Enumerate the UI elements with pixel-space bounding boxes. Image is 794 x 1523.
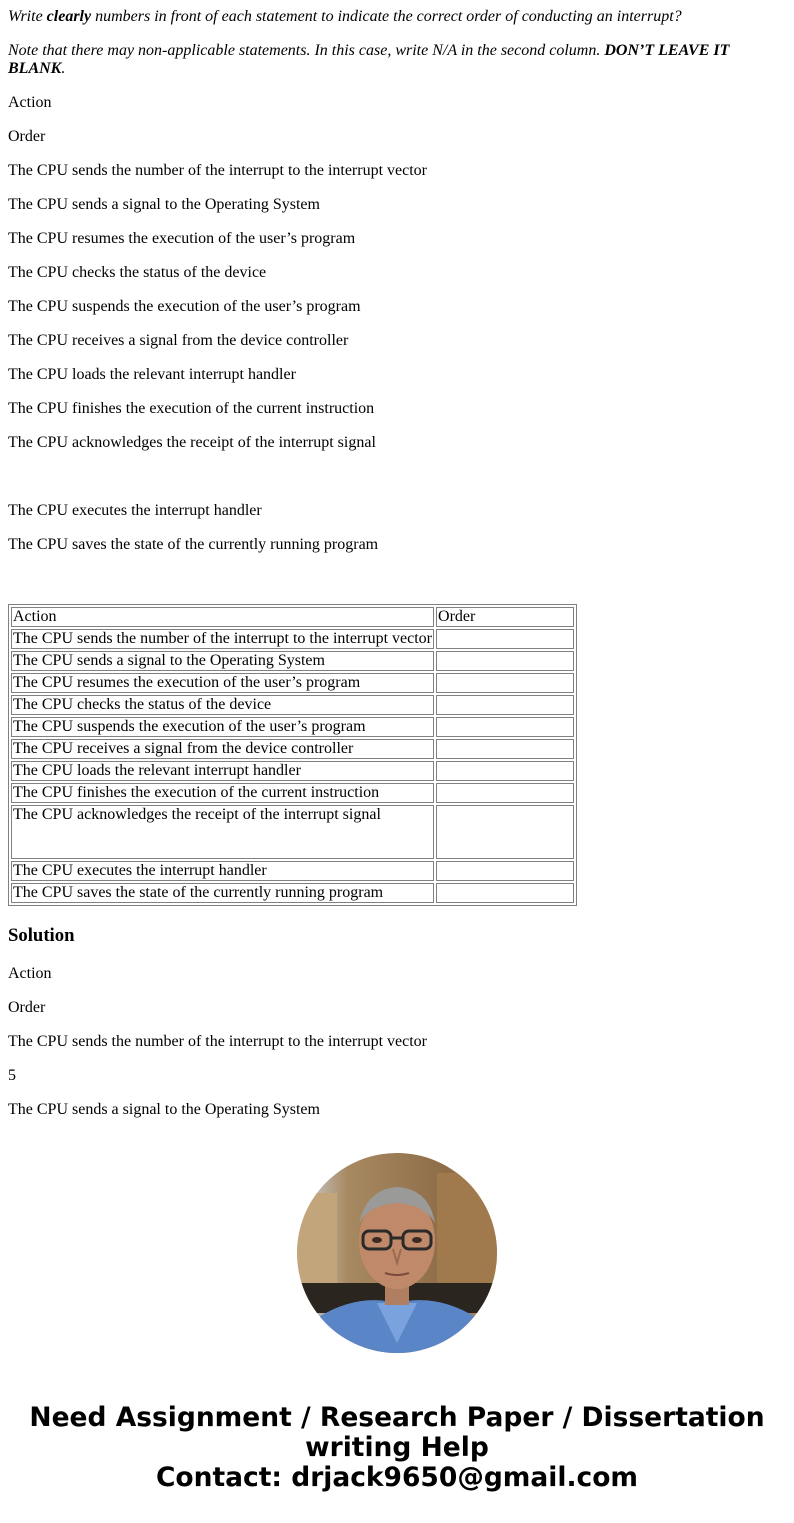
question-note: Note that there may non-applicable statements. In this case, write N/A in the second column. DON’T LEAVE IT BLANK. [8, 42, 730, 77]
table-cell-order[interactable] [436, 673, 574, 693]
promo-line: Need Assignment / Research Paper / Dissertation [29, 1402, 765, 1433]
list-header-order: Order [8, 128, 46, 145]
table-cell-action: The CPU sends the number of the interrupt to the interrupt vector [13, 630, 433, 647]
table-cell-action: The CPU checks the status of the device [11, 695, 434, 715]
table-cell-order[interactable] [436, 651, 574, 671]
solution-order-value: 5 [8, 1067, 16, 1084]
table-cell-action: The CPU executes the interrupt handler [11, 861, 434, 881]
solution-action-label: Action [8, 965, 52, 982]
list-item: The CPU sends a signal to the Operating System [8, 196, 320, 213]
list-item: The CPU checks the status of the device [8, 264, 267, 281]
table-cell-order[interactable] [436, 805, 574, 859]
solution-order-label: Order [8, 999, 46, 1016]
question-instruction: Write clearly numbers in front of each statement to indicate the correct order of conducting an interrupt? [8, 8, 682, 25]
table-row [11, 783, 574, 803]
list-item: The CPU saves the state of the currently running program [8, 536, 379, 553]
list-item: The CPU finishes the execution of the current instruction [8, 400, 375, 417]
table-row [11, 695, 574, 715]
list-item: The CPU resumes the execution of the user’s program [8, 230, 356, 247]
table-cell-action: The CPU sends a signal to the Operating System [11, 651, 434, 671]
table-cell-order[interactable] [436, 783, 574, 803]
table-row [11, 717, 574, 737]
table-header-order: Order [436, 607, 574, 627]
table-cell-order[interactable] [436, 629, 574, 649]
promo-contact[interactable]: Contact: drjack9650@gmail.com [155, 1462, 639, 1493]
list-item: The CPU executes the interrupt handler [8, 502, 262, 519]
promo-banner [0, 1403, 794, 1493]
table-row [11, 861, 574, 881]
table-cell-action: The CPU finishes the execution of the current instruction [11, 783, 434, 803]
table-cell-action: The CPU saves the state of the currently running program [11, 883, 434, 903]
list-item: The CPU acknowledges the receipt of the interrupt signal [8, 434, 376, 451]
table-header-action: Action [11, 607, 434, 627]
order-table [8, 604, 577, 906]
table-cell-order[interactable] [436, 761, 574, 781]
table-row [11, 805, 574, 859]
table-row [11, 629, 574, 649]
table-cell-action: The CPU receives a signal from the device controller [11, 739, 434, 759]
solution-item: The CPU sends the number of the interrupt to the interrupt vector [8, 1033, 428, 1050]
promo-line: writing Help [305, 1432, 489, 1463]
table-cell-order[interactable] [436, 883, 574, 903]
table-row [11, 883, 574, 903]
avatar-portrait [297, 1153, 497, 1353]
table-cell-action: The CPU suspends the execution of the user’s program [11, 717, 434, 737]
table-cell-action: The CPU acknowledges the receipt of the interrupt signal [11, 805, 434, 859]
list-item: The CPU sends the number of the interrupt to the interrupt vector [8, 162, 428, 179]
solution-item: The CPU sends a signal to the Operating System [8, 1101, 320, 1118]
table-row [11, 761, 574, 781]
table-header-row [11, 607, 574, 627]
table-row [11, 739, 574, 759]
list-item: The CPU suspends the execution of the user’s program [8, 298, 361, 315]
table-cell-order[interactable] [436, 861, 574, 881]
table-row [11, 673, 574, 693]
list-item: The CPU receives a signal from the device controller [8, 332, 349, 349]
table-cell-order[interactable] [436, 717, 574, 737]
solution-heading: Solution [8, 925, 75, 946]
list-header-action: Action [8, 94, 52, 111]
table-cell-action: The CPU loads the relevant interrupt handler [11, 761, 434, 781]
table-cell-order[interactable] [436, 695, 574, 715]
avatar [297, 1153, 497, 1353]
table-cell-action: The CPU resumes the execution of the user’s program [11, 673, 434, 693]
table-cell-order[interactable] [436, 739, 574, 759]
list-item: The CPU loads the relevant interrupt handler [8, 366, 296, 383]
table-row [11, 651, 574, 671]
